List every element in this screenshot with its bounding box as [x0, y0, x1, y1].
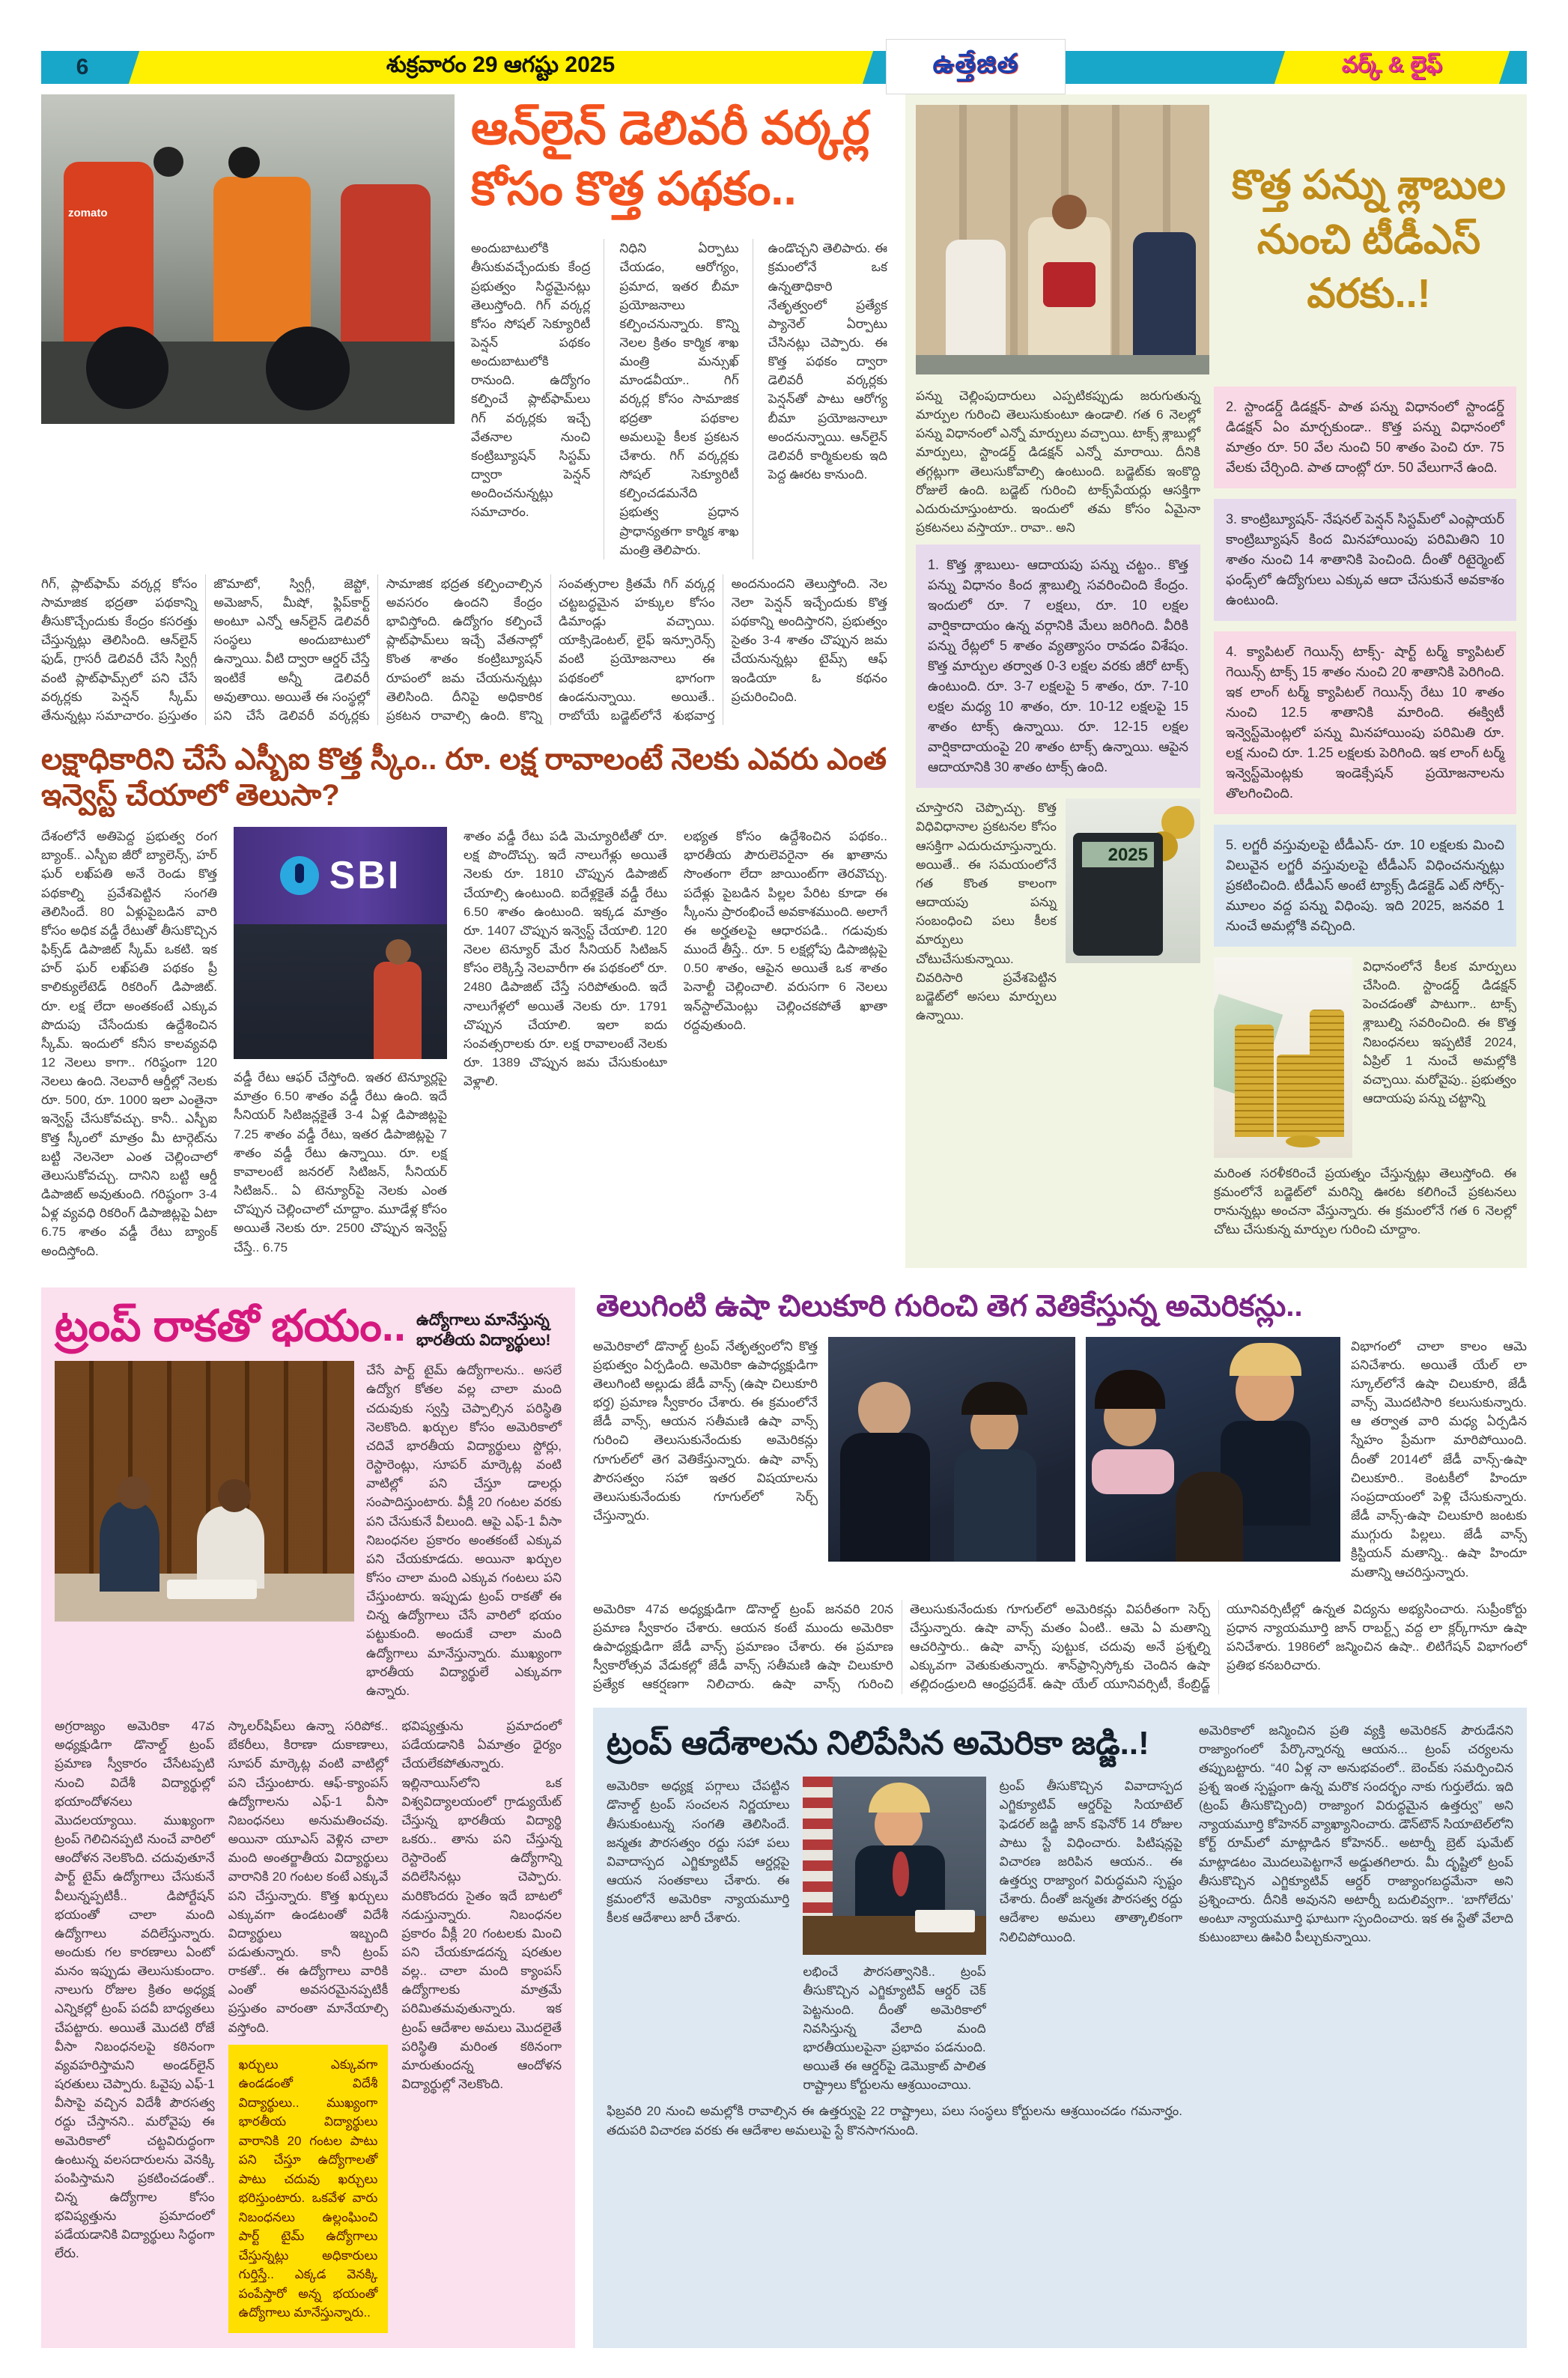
bottom-right-stack — [593, 1287, 1527, 2348]
tax-item-4: 4. క్యాపిటల్ గెయిన్స్ టాక్స్- షార్ట్ టర్మ్ క్యాపిటల్ గెయిన్స్ టాక్స్ 15 శాతం నుంచి 20 శాతానికి పెరిగింది. ఇక లాంగ్ టర్మ్ క్యాపిటల్ గెయిన్స్ రేటు 10 శాతం నుంచి 12.5 శాతానికి మారింది. ఈక్విటీ ఇన్వెస్ట్‌మెంట్లలో పన్ను మినహాయింపు పరిమితి రూ. లక్ష నుంచి రూ. 1.25 లక్షలకు పెరిగింది. ఇక లాంగ్ టర్మ్ ఇన్వెస్ట్‌మెంట్లకు ఇండెక్సేషన్ ప్రయోజనాలను తొలగించింది. — [1214, 631, 1516, 814]
sbi-columns — [41, 827, 887, 1268]
article-trump-fear — [41, 1287, 575, 2348]
tax-coins-side-text: విధానంలోనే కీలక మార్పులు చేసింది. స్టాండర్డ్ డిడక్షన్ పెంచడంతో పాటుగా.. టాక్స్ శ్లాబుల్ని సవరించింది. ఈ కొత్త నిబంధనలు ఇప్పటికే 2024, ఏప్రిల్ 1 నుంచే అమల్లోకి వచ్చాయి. మరోవైపు.. ప్రభుత్వం ఆదాయపు పన్ను చట్టాన్ని — [1363, 959, 1516, 1106]
usha-headline: తెలుగింటి ఉషా చిలుకూరి గురించి తెగ వెతికేస్తున్న అమెరికన్లు.. — [596, 1289, 1303, 1323]
fear-subheadline: ఉద్యోగాలు మానేస్తున్న భారతీయ విద్యార్థులు! — [416, 1311, 551, 1349]
judge-quote-column: అమెరికాలో జన్మించిన ప్రతి వ్యక్తి అమెరికన్ పౌరుడేనని రాజ్యాంగంలో పేర్కొన్నారన్న ఆయన... ట్రంప్ చర్యలను తప్పుబట్టారు. “40 ఏళ్ల నా అనుభవంలో.. బెంచ్‌కు సమర్పించిన ప్రశ్న ఇంత స్పష్టంగా ఉన్న మరొక సందర్భం నాకు గుర్తులేదు. ఇది (ట్రంప్ తీసుకొచ్చింది) రాజ్యాంగ విరుద్ధమైన ఉత్తర్వు” అని న్యాయమూర్తి కోహెనర్ వ్యాఖ్యానించారు. డౌన్‌టౌన్ సియాటెల్‌లోని కోర్ట్ రూమ్‌లో మాట్లాడిన కోహెనర్.. అటార్నీ బ్రెట్ షుమేట్ మాట్లాడటం మొదలుపెట్టగానే అడ్డుతగిలారు. మీ దృష్టిలో ట్రంప్ తీసుకొచ్చిన ఎగ్జిక్యూటివ్ ఆర్డర్ రాజ్యాంగబద్ధమేనా అని ప్రశ్నించారు. దీనికి అవునని అటార్నీ బదులివ్వగా.. ‘బాగోలేదు’ అంటూ న్యాయమూర్తి ఘాటుగా స్పందించారు. ఇక ఈ స్టేతో వేలాది కుటుంబాలు ఊపిరి పీల్చుకున్నాయి. — [1199, 1723, 1513, 1945]
page-header — [41, 47, 1527, 84]
fear-highlight-box: ఖర్చులు ఎక్కువగా ఉండడంతో విదేశీ విద్యార్థులు.. ముఖ్యంగా భారతీయ విద్యార్థులు వారానికి 20 గంటల పాటు పని చేస్తూ ఉద్యోగాలతో పాటు చదువు ఖర్చులు భరిస్తుంటారు. ఒకవేళ వారు నిబంధనలు ఉల్లంఘించి పార్ట్ టైమ్ ఉద్యోగాలు చేస్తున్నట్లు అధికారులు గుర్తిస్తే.. ఎక్కడ వెనక్కి పంపేస్తారో అన్న భయంతో ఉద్యోగాలు మానేస్తున్నారు.. — [228, 2045, 389, 2333]
page-date: శుక్రవారం 29 ఆగష్టు 2025 — [386, 52, 616, 77]
article-tax-changes — [905, 94, 1527, 1268]
delivery-workers-photo — [41, 94, 455, 424]
sbi-headline: లక్షాధికారిని చేసే ఎస్బీఐ కొత్త స్కీం.. రూ. లక్ష రావాలంటే నెలకు ఎవరు ఎంత ఇన్వెస్ట్ చేయాలో తెలుసా? — [41, 743, 887, 813]
tax-intro: పన్ను చెల్లింపుదారులు ఎప్పటికప్పుడు జరుగుతున్న మార్పుల గురించి తెలుసుకుంటూ ఉండాలి. గత 6 నెలల్లో పన్ను విధానంలో ఎన్నో మార్పులు వచ్చాయి. టాక్స్ శ్లాబుల్లో మార్పులు, స్టాండర్డ్ డిడక్షన్ ఎన్నో మారాయి. దీనికి తగ్గట్లుగా తెలుసుకోవాల్సి ఉంటుంది. బడ్జెట్‌కు ఇంకొద్ది రోజులే ఉంది. బడ్జెట్ గురించి టాక్స్‌పేయర్లు ఆసక్తిగా ఎదురుచూస్తుంటారు. ఇందులో తమ కోసం ఏమైనా ప్రకటనలు వస్తాయా.. రావా.. అని — [916, 389, 1200, 536]
masthead-logo — [886, 39, 1066, 94]
sbi-customer-figure — [374, 962, 422, 1059]
zomato-bag-label: zomato — [68, 207, 108, 219]
tax-item-2: 2. స్టాండర్డ్ డిడక్షన్- పాత పన్ను విధానంలో స్టాండర్డ్ డిడక్షన్ ఏం మార్చకుండా.. కొత్త పన్ను విధానంలో మాత్రం రూ. 50 వేల నుంచి 50 శాతం పెంచి రూ. 75 వేలకు చేర్చింది. పాత దాంట్లో రూ. 50 వేలుగానే ఉంది. — [1214, 386, 1516, 488]
page-number: 6 — [76, 55, 89, 79]
sbi-col-1: దేశంలోనే అతిపెద్ద ప్రభుత్వ రంగ బ్యాంక్.. ఎస్బీఐ జీరో బ్యాలెన్స్, హర్ ఘర్ లఖ్‌పతి అనే రెండు కొత్త పథకాల్ని ప్రవేశపెట్టిన సంగతి తెలిసిందే. 80 ఏళ్లుపైబడిన వారి కోసం అధిక వడ్డీ రేటుతో తీసుకొచ్చిన ఫిక్స్‌డ్ డిపాజిట్ స్కీమ్ ఒకటి. ఇక హర్ ఘర్ లఖ్‌పతి పథకం ప్రీ కాలిక్యులేటెడ్ రికరింగ్ డిపాజిట్. రూ. లక్ష లేదా అంతకంటే ఎక్కువ పొదుపు చేసేందుకు ఉద్దేశించిన స్కీమ్. ఇందులో కనీస కాలవ్యవధి 12 నెలలు కాగా.. గరిష్ఠంగా 120 నెలలు ఉంది. నెలవారీ ఆర్డీల్లో నెలకు రూ. 500, రూ. 1000 ఇలా ఎంతైనా ఇన్వెస్ట్ చేసుకోవచ్చు. కానీ.. ఎస్బీఐ కొత్త స్కీంలో మాత్రం మీ టార్గెట్‌ను బట్టి నెలనెలా ఎంత చెల్లించాలో తెలుసుకోవచ్చు. దానిని బట్టి ఆర్డీ డిపాజిట్ అవుతుంది. గరిష్ఠంగా 3-4 ఏళ్ల వ్యవధి రికరింగ్ డిపాజిట్లపై ఏటా 6.75 శాతం వడ్డీ రేటు బ్యాంక్ అందిస్తోంది. — [41, 829, 217, 1258]
judge-main-block — [607, 1721, 1182, 2335]
finance-minister-photo — [916, 105, 1209, 374]
fear-col-a: అగ్రరాజ్యం అమెరికా 47వ అధ్యక్షుడిగా డొనాల్డ్ ట్రంప్ ప్రమాణ స్వీకారం చేసేటప్పటి నుంచి విదేశీ విద్యార్థుల్లో భయాందోళనలు మొదలయ్యాయి. ముఖ్యంగా ట్రంప్ గెలిచినప్పటి నుంచే వారిలో ఆందోళన నెలకొంది. చదువుతూనే పార్ట్ టైమ్ ఉద్యోగాలు చేసుకునే వీలున్నప్పటికీ.. డిపోర్టేషన్ భయంతో చాలా మంది ఉద్యోగాలు వదిలేస్తున్నారు. అందుకు గల కారణాలు ఏంటో మనం ఇప్పుడు తెలుసుకుందాం. నాలుగు రోజుల క్రితం అధ్యక్ష ఎన్నికల్లో ట్రంప్ పదవీ బాధ్యతలు చేపట్టారు. అయితే మొదటి రోజే వీసా నిబంధనలపై కఠినంగా వ్యవహరిస్తామని అండర్‌లైన్ షరతులు చెప్పారు. ఓవైపు ఎఫ్-1 వీసాపై వచ్చిన విదేశీ పౌరసత్వ రద్దు చేస్తానని.. మరోవైపు ఈ అమెరికాలో చట్టవిరుద్ధంగా ఉంటున్న వలసదారులను వెనక్కి పంపిస్తామని ప్రకటించడంతో.. చిన్న ఉద్యోగాల కోసం భవిష్యత్తును ప్రమాదంలో పడేయడానికి విద్యార్థులు సిద్ధంగా లేరు. — [55, 1719, 215, 2261]
usha-col-1: అమెరికాలో డొనాల్డ్ ట్రంప్ నేతృత్వంలోని కొత్త ప్రభుత్వం ఏర్పడింది. అమెరికా ఉపాధ్యక్షుడిగా తెలుగింటి అల్లుడు జేడీ వాన్స్ (ఉషా చిలుకూరి భర్త) ప్రమాణ స్వీకారం చేశారు. ఈ క్రమంలోనే జేడీ వాన్స్, ఆయన సతీమణి ఉషా వాన్స్ గురించి తెలుసుకునేందుకు అమెరికన్లు గూగుల్‌లో తెగ వెతికేస్తున్నారు. ఉషా వాన్స్ పౌరసత్వం సహా ఇతర విషయాలను తెలుసుకునేందుకు గూగుల్‌లో సెర్చ్ చేస్తున్నారు. — [593, 1338, 818, 1523]
delivery-lead-columns — [471, 239, 887, 559]
tax-right-column — [1214, 386, 1516, 1247]
library-students-photo — [55, 1361, 354, 1622]
judge-col-2: లభించే పౌరసత్వానికి.. ట్రంప్ తీసుకొచ్చిన ఎగ్జిక్యూటివ్ ఆర్డర్ చెక్ పెట్టనుంది. దీంతో అమెరికాలో నివసిస్తున్న వేలాది మంది భారతీయులపైనా ప్రభావం పడనుంది. అయితే ఈ ఆర్డర్‌పై డెమొక్రాట్ పాలిత రాష్ట్రాలు కోర్టులను ఆశ్రయించాయి. — [803, 1965, 986, 2093]
judge-headline: ట్రంప్ ఆదేశాలను నిలిపేసిన అమెరికా జడ్జి..! — [607, 1724, 1149, 1762]
sbi-col-2 — [234, 827, 447, 1268]
article-sbi-scheme — [41, 741, 887, 1268]
top-row — [41, 94, 1527, 1268]
judge-columns — [607, 1777, 1182, 2102]
section-band — [1274, 51, 1510, 84]
judge-col-4: ఫిబ్రవరి 20 నుంచి అమల్లోకి రావాల్సిన ఈ ఉత్తర్వుపై 22 రాష్ట్రాలు, పలు సంస్థలు కోర్టులను ఆశ్రయించడం గమనార్హం. తదుపరి విచారణ వరకు ఈ ఆదేశాల అమలుపై స్టే కొనసాగనుంది. — [607, 2104, 1182, 2138]
sbi-col-2-text: వడ్డీ రేటు ఆఫర్ చేస్తోంది. ఇతర టెన్యూర్లపై మాత్రం 6.50 శాతం వడ్డీ రేటు ఉంది. ఇదే సీనియర్ సిటిజన్లకైతే 3-4 ఏళ్ల డిపాజిట్లపై 7.25 శాతం వడ్డీ రేటు, ఇతర డిపాజిట్లపై 7 శాతం వడ్డీ రేటు ఉన్నాయి. రూ. లక్ష కావాలంటే జనరల్ సిటిజన్, సీనియర్ సిటిజన్.. ఏ టెన్యూర్‌పై నెలకు ఎంత చొప్పున చెల్లించాలో చూద్దాం. మూడేళ్ల కోసం అయితే నెలకు రూ. 2500 చొప్పున ఇన్వెస్ట్ చేస్తే.. 6.75 — [234, 1070, 447, 1255]
date-band — [129, 51, 873, 84]
article-delivery-scheme — [41, 94, 887, 725]
fear-col-b: చేసే పార్ట్ టైమ్ ఉద్యోగాలను.. అసలే ఉద్యోగ కోతల వల్ల చాలా మంది చదువుకు స్వస్తి చెప్పాల్సిన పరిస్థితి నెలకొంది. ఖర్చుల కోసం అమెరికాలో చదివే భారతీయ విద్యార్థులు స్టోర్లు, రెస్టారెంట్లు, సూపర్ మార్కెట్ల వంటి వాటిల్లో పని చేస్తూ డాలర్లు సంపాదిస్తుంటారు. వీక్లీ 20 గంటల వరకు పని చేసుకునే వీలుంది. ఆపై ఎఫ్-1 వీసా నిబంధనల ప్రకారం అంతకంటే ఎక్కువ పని చేయకూడదు. అయినా ఖర్చుల కోసం చాలా మంది ఎక్కువ గంటలు పని చేస్తుంటారు. ఇప్పుడు ట్రంప్ రాకతో ఈ చిన్న ఉద్యోగాలు చేసే వారిలో భయం పట్టుకుంది. అందుకే చాలా మంది ఉద్యోగాలు మానేస్తున్నారు. ముఖ్యంగా భారతీయ విద్యార్థులే ఎక్కువగా ఉన్నారు. — [366, 1363, 562, 1698]
usha-mid-columns: అమెరికా 47వ అధ్యక్షుడిగా డొనాల్డ్ ట్రంప్ జనవరి 20న ప్రమాణ స్వీకారం చేశారు. ఆయన కంటే ముందు అమెరికా ఉపాధ్యక్షుడిగా జేడీ వాన్స్ ప్రమాణం చేశారు. ఈ ప్రమాణ స్వీకారోత్సవ వేడుకల్లో జేడీ వాన్స్ సతీమణి ఉషా చిలుకూరి ప్రత్యేక ఆకర్షణగా నిలిచారు. ఉషా వాన్స్ గురించి తెలుసుకునేందుకు గూగుల్‌లో అమెరికన్లు విపరీతంగా సెర్చ్ చేస్తున్నారు. ఉషా వాన్స్ మతం ఏంటి.. ఆమె ఏ మతాన్ని ఆచరిస్తారు.. ఉషా వాన్స్ పుట్టుక, చదువు అనే ప్రశ్నల్ని ఎక్కువగా వెతుకుతున్నారు. శాన్‌ఫ్రాన్సిస్కోకు చెందిన ఉషా తల్లిదండ్రులది ఆంధ్రప్రదేశ్. ఉషా యేల్ యూనివర్సిటీ, కేంబ్రిడ్జ్ యూనివర్సిటీల్లో ఉన్నత విద్యను అభ్యసించారు. సుప్రీంకోర్టు ప్రధాన న్యాయమూర్తి జాన్ రాబర్ట్స్ వద్ద లా క్లర్క్‌గానూ ఉషా పనిచేశారు. 1986లో జన్మించిన ఉషా.. లిటిగేషన్ విభాగంలో ప్రతిభ కనబరిచారు. — [593, 1601, 1527, 1692]
fear-columns — [55, 1717, 562, 2333]
delivery-col-1: అందుబాటులోకి తీసుకువచ్చేందుకు కేంద్ర ప్రభుత్వం సిద్ధమైనట్లు తెలుస్తోంది. గిగ్ వర్కర్ల కోసం సోషల్ సెక్యూరిటీ పెన్షన్ పథకం అందుబాటులోకి రానుంది. ఉద్యోగం కల్పించే ప్లాట్‌ఫామ్‌లు గిగ్ వర్కర్లకు ఇచ్చే వేతనాల నుంచి కంట్రిబ్యూషన్ సిస్టమ్ ద్వారా పెన్షన్ అందించనున్నట్లు సమాచారం. — [471, 239, 604, 559]
trump-signing-photo — [803, 1777, 985, 1955]
delivery-headline: ఆన్‌లైన్ డెలివరీ వర్కర్ల కోసం కొత్త పథకం.. — [471, 103, 870, 215]
sbi-sign-text: SBI — [329, 853, 401, 897]
sbi-logo-icon — [280, 856, 319, 895]
tax-item-3: 3. కాంట్రిబ్యూషన్- నేషనల్ పెన్షన్ సిస్టమ్‌లో ఎంప్లాయర్ కాంట్రిబ్యూషన్ కింద మినహాయింపు పరిమితిని 10 శాతం నుంచి 14 శాతానికి పెంచింది. దీంతో రిటైర్మెంట్ ఫండ్స్‌లో ఉద్యోగులు ఎక్కువ ఆదా చేసుకునే అవకాశం ఉంటుంది. — [1214, 499, 1516, 621]
fear-headline: ట్రంప్ రాకతో భయం.. — [55, 1301, 407, 1350]
coins-photo — [1214, 957, 1352, 1158]
calculator-display: 2025 — [1082, 842, 1154, 867]
tax-mid-note: చూస్తారని చెప్పొచ్చు. కొత్త విధివిధానాల ప్రకటనల కోసం ఆసక్తిగా ఎదురుచూస్తున్నారు. అయితే.. ఈ సమయంలోనే గత కొంత కాలంగా ఆదాయపు పన్ను సంబంధించి పలు కీలక మార్పులు చోటుచేసుకున్నాయి. చివరిసారి ప్రవేశపెట్టిన బడ్జెట్‌లో అసలు మార్పులు ఉన్నాయి. — [916, 801, 1057, 1022]
left-column-stack — [41, 94, 887, 1268]
bottom-row — [41, 1287, 1527, 2348]
judge-col-1: అమెరికా అధ్యక్ష పగ్గాలు చేపట్టిన డొనాల్డ్ ట్రంప్ సంచలన నిర్ణయాలు తీసుకుంటున్న సంగతి తెలిసిందే. జన్మతః పౌరసత్వం రద్దు సహా పలు వివాదాస్పద ఎగ్జిక్యూటివ్ ఆర్డర్లపై ఆయన సంతకాలు చేశారు. ఈ క్రమంలోనే అమెరికా న్యాయమూర్తి కీలక ఆదేశాలు జారీ చేశారు. — [607, 1779, 790, 1926]
tax-headline: కొత్త పన్ను శ్లాబుల నుంచి టీడీఎస్ వరకు..! — [1232, 162, 1506, 317]
fear-col-d: భవిష్యత్తును ప్రమాదంలో పడేయడానికి ఏమాత్రం ధైర్యం చేయలేకపోతున్నారు. ఇల్లినాయిస్‌లోని ఒక విశ్వవిద్యాలయంలో గ్రాడ్యుయేట్ చేస్తున్న భారతీయ విద్యార్థి ఒకరు.. తాను పని చేస్తున్న రెస్టారెంట్ ఉద్యోగాన్ని వదిలేసినట్లు చెప్పారు. మరికొందరు సైతం ఇదే బాటలో నడుస్తున్నారు. నిబంధనల ప్రకారం వీక్లీ 20 గంటలకు మించి పని చేయకూడదన్న షరతుల వల్ల.. చాలా మంది క్యాంపస్ ఉద్యోగాలకు మాత్రమే పరిమితమవుతున్నారు. ఇక ట్రంప్ ఆదేశాల అమలు మొదలైతే పరిస్థితి మరింత కఠినంగా మారుతుందన్న ఆందోళన విద్యార్థుల్లో నెలకొంది. — [401, 1719, 562, 2092]
usha-col-right: విభాగంలో చాలా కాలం ఆమె పనిచేశారు. అయితే యేల్ లా స్కూల్‌లోనే ఉషా చిలుకూరి, జేడీ వాన్స్ మొదటిసారి కలుసుకున్నారు. ఆ తర్వాత వారి మధ్య ఏర్పడిన స్నేహం ప్రేమగా మారిపోయింది. దీంతో 2014లో జేడీ వాన్స్-ఉషా చిలుకూరి.. కెంటకీలో హిందూ సంప్రదాయంలో పెళ్లి చేసుకున్నారు. జేడీ వాన్స్-ఉషా చిలుకూరి జంటకు ముగ్గురు పిల్లలు. జేడీ వాన్స్ క్రిస్టియన్ మతాన్ని.. ఉషా హిందూ మతాన్ని ఆచరిస్తున్నారు. — [1351, 1338, 1527, 1580]
tax-bottom-text: మరింత సరళీకరించే ప్రయత్నం చేస్తున్నట్లు తెలుస్తోంది. ఈ క్రమంలోనే బడ్జెట్‌లో మరిన్ని ఊరట కలిగించే ప్రకటనలు రానున్నట్లు అంచనా వేస్తున్నారు. ఈ క్రమంలోనే గత 6 నెలల్లో చోటు చేసుకున్న మార్పుల గురించి చూద్దాం. — [1214, 1166, 1516, 1237]
article-usha-chilukuri — [593, 1287, 1527, 1694]
delivery-col-2: నిధిని ఏర్పాటు చేయడం, ఆరోగ్యం, ప్రమాద, ఇతర బీమా ప్రయోజనాలు కల్పించనున్నారు. కొన్ని నెలల క్రితం కార్మిక శాఖ మంత్రి మన్సుఖ్ మాండవీయా.. గిగ్ వర్కర్ల కోసం సామాజిక భద్రతా పథకాల అమలుపై కీలక ప్రకటన చేశారు. గిగ్ వర్కర్లకు సోషల్ సెక్యూరిటీ కల్పించడమనేది ప్రభుత్వ ప్రధాన ప్రాధాన్యతగా కార్మిక శాఖ మంత్రి తెలిపారు. — [619, 239, 753, 559]
calculator-photo — [1066, 798, 1200, 963]
judge-col-2-wrap — [803, 1777, 985, 2102]
jd-vance-usha-photo — [828, 1337, 1075, 1562]
masthead-title: ఉత్తేజిత — [932, 47, 1019, 79]
judge-col-3: ట్రంప్ తీసుకొచ్చిన వివాదాస్పద ఎగ్జిక్యూటివ్ ఆర్డర్‌పై సియాటెల్ ఫెడరల్ జడ్జి జాన్ కఫెనోర్ 14 రోజుల పాటు స్టే విధించారు. పిటిషన్లపై విచారణ జరిపిన ఆయన.. ఈ ఉత్తర్వు రాజ్యాంగ విరుద్ధమని స్పష్టం చేశారు. దీంతో జన్మతః పౌరసత్వ రద్దు ఆదేశాల అమలు తాత్కాలికంగా నిలిచిపోయింది. — [999, 1779, 1182, 1944]
article-judge-stay — [593, 1708, 1527, 2348]
sbi-branch-photo — [234, 827, 447, 1059]
delivery-col-3: ఉండొచ్చని తెలిపారు. ఈ క్రమంలోనే ఒక ఉన్నతాధికారి నేతృత్వంలో ప్రత్యేక ప్యానెల్ ఏర్పాటు చేసినట్లు చెప్పారు. ఈ కొత్త పథకం ద్వారా డెలివరీ వర్కర్లకు పెన్షన్‌తో పాటు ఆరోగ్య బీమా ప్రయోజనాలూ అందనున్నాయి. ఆన్‌లైన్ డెలివరీ కార్మికులకు ఇది పెద్ద ఊరట కానుంది. — [768, 241, 887, 482]
tax-item-5: 5. లగ్జరీ వస్తువులపై టీడీఎస్- రూ. 10 లక్షలకు మించి విలువైన లగ్జరీ వస్తువులపై టీడీఎస్ విధించనున్నట్లు ప్రకటించింది. టీడీఎస్ అంటే ట్యాక్స్ డిడక్టెడ్ ఎట్ సోర్స్- మూలం వద్ద పన్ను విధింపు. ఇది 2025, జనవరి 1 నుంచే అమల్లోకి వచ్చింది. — [1214, 825, 1516, 947]
fear-col-c: స్కాలర్‌షిప్‌లు ఉన్నా సరిపోక.. బేకరీలు, కిరాణా దుకాణాలు, సూపర్ మార్కెట్ల వంటి వాటిల్లో పని చేస్తుంటారు. ఆఫ్-క్యాంపస్ ఉద్యోగాలను ఎఫ్-1 వీసా నిబంధనలు అనుమతించవు. అయినా యూఎస్ వెళ్లిన చాలా మంది అంతర్జాతీయ విద్యార్థులు వారానికి 20 గంటల కంటే ఎక్కువే పని చేస్తున్నారు. కొత్త ఖర్చులు ఎక్కువగా ఉండటంతో విదేశీ విద్యార్థులు ఇబ్బంది పడుతున్నారు. కానీ ట్రంప్ రాకతో.. ఈ ఉద్యోగాలు వారికి ఎంతో అవసరమైనప్పటికీ ప్రస్తుతం వారంతా మానేయాల్సి వస్తోంది. — [228, 1719, 389, 2035]
usha-trump-photo — [1086, 1337, 1340, 1562]
sbi-signboard — [234, 827, 447, 924]
page-number-box — [41, 51, 124, 84]
sbi-col-3: శాతం వడ్డీ రేటు పడి మెచ్యూరిటీతో రూ. లక్ష పొందొచ్చు. ఇదే నాలుగేళ్లు అయితే నెలకు రూ. 1810 చొప్పున డిపాజిట్ చేయాల్సి ఉంటుంది. ఐదేళ్లకైతే వడ్డీ రేటు 6.50 శాతం ఉంటుంది. ఇక్కడ మాత్రం రూ. 1407 చొప్పున ఇన్వెస్ట్ చేయాలి. 120 నెలల టెన్యూర్ మేర సీనియర్ సిటిజన్ కోసం లెక్కిస్తే నెలవారీగా ఈ పథకంలో రూ. 2480 డిపాజిట్ చేస్తే సరిపోతుంది. ఇదే నాలుగేళ్లలో అయితే నెలకు రూ. 1791 చొప్పున చేయాలి. ఇలా ఐదు సంవత్సరాలకు రూ. లక్ష రావాలంటే నెలకు రూ. 1389 చొప్పున జమ చేసుకుంటూ వెళ్లాలి. — [464, 829, 667, 1089]
section-title: వర్క్ & లైఫ్ — [1341, 52, 1443, 77]
sbi-col-4: లభ్యత కోసం ఉద్దేశించిన పథకం.. భారతీయ పౌరులెవరైనా ఈ ఖాతాను సొంతంగా లేదా జాయింట్‌గా తెరవొచ్చు. పదేళ్లు పైబడిన పిల్లల పేరిట కూడా ఈ స్కీంను ప్రారంభించే అవకాశముంది. అలాగే ఈ అర్హతలపై ఆధారపడి.. గడువుకు ముందే తీస్తే.. రూ. 5 లక్షల్లోపు డిపాజిట్లపై 0.50 శాతం, ఆపైన అయితే ఒక శాతం పెనాల్టీ చెల్లించాలి. వరుసగా 6 నెలలు ఇన్‌స్టాల్‌మెంట్లు చెల్లించకపోతే ఖాతా రద్దవుతుంది. — [684, 829, 887, 1032]
delivery-body: గిగ్, ప్లాట్‌ఫామ్ వర్కర్ల కోసం సామాజిక భద్రతా పథకాన్ని తీసుకొచ్చేందుకు కేంద్రం కసరత్తు చేస్తున్నట్లు తెలిసింది. ఆన్‌లైన్ ఫుడ్, గ్రాసరీ డెలివరీ చేసే స్విగ్గీ వంటి ప్లాట్‌ఫామ్స్‌లో పని చేసే వర్కర్లకు పెన్షన్ స్కీమ్ తేనున్నట్లు సమాచారం. ప్రస్తుతం జొమాటో, స్విగ్గీ, జెప్టో, అమెజాన్, మీషో, ఫ్లిప్‌కార్ట్ అంటూ ఎన్నో ఆన్‌లైన్ డెలివరీ సంస్థలు అందుబాటులో ఉన్నాయి. వీటి ద్వారా ఆర్డర్ చేస్తే ఇంటికే అన్నీ డెలివరీ అవుతాయి. అయితే ఈ సంస్థల్లో పని చేసే డెలివరీ వర్కర్లకు సామాజిక భద్రత కల్పించాల్సిన అవసరం ఉందని కేంద్రం భావిస్తోంది. ఉద్యోగం కల్పించే ప్లాట్‌ఫామ్‌లు ఇచ్చే వేతనాల్లో కొంత శాతం కంట్రిబ్యూషన్ రూపంలో జమ చేయనున్నట్లు తెలిసింది. దీనిపై అధికారిక ప్రకటన రావాల్సి ఉంది. కొన్ని సంవత్సరాల క్రితమే గిగ్ వర్కర్ల చట్టబద్ధమైన హక్కుల కోసం డిమాండ్లు వచ్చాయి. యాక్సిడెంటల్, లైఫ్ ఇన్సూరెన్స్ వంటి ప్రయోజనాలు ఈ పథకంలో భాగంగా ఉండనున్నాయి. అయితే.. రాబోయే బడ్జెట్‌లోనే శుభవార్త అందనుందని తెలుస్తోంది. నెల నెలా పెన్షన్ ఇచ్చేందుకు కొత్త పథకాన్ని అందిస్తారని, ప్రభుత్వం సైతం 3-4 శాతం చొప్పున జమ చేయనున్నట్లు టైమ్స్ ఆఫ్ ఇండియా ఓ కథనం ప్రచురించింది. — [41, 576, 887, 723]
fear-col-c-wrap — [228, 1717, 389, 2333]
tax-item-1: 1. కొత్త శ్లాబులు- ఆదాయపు పన్ను చట్టం.. కొత్త పన్ను విధానం కింద శ్లాబుల్ని సవరించింది కేంద్రం. ఇందులో రూ. 7 లక్షలు, రూ. 10 లక్షల వార్షికాదాయం ఉన్న వర్గానికి మేలు జరిగింది. వీరికి పన్ను రేట్లలో 5 శాతం వ్యత్యాసం రావడం విశేషం. కొత్త మార్పుల తర్వాత 0-3 లక్షల వరకు జీరో టాక్స్ ఉంటుంది. రూ. 3-7 లక్షలపై 5 శాతం, రూ. 7-10 లక్షల మధ్య 10 శాతం, రూ. 10-12 లక్షలపై 15 శాతం టాక్స్ ఉన్నాయి. రూ. 12-15 లక్షల వార్షికాదాయంపై 20 శాతం టాక్స్ ఉన్నాయి. ఆపైన ఆదాయానికి 30 శాతం టాక్స్ ఉంది. — [916, 545, 1200, 788]
tax-left-column — [916, 386, 1200, 1247]
